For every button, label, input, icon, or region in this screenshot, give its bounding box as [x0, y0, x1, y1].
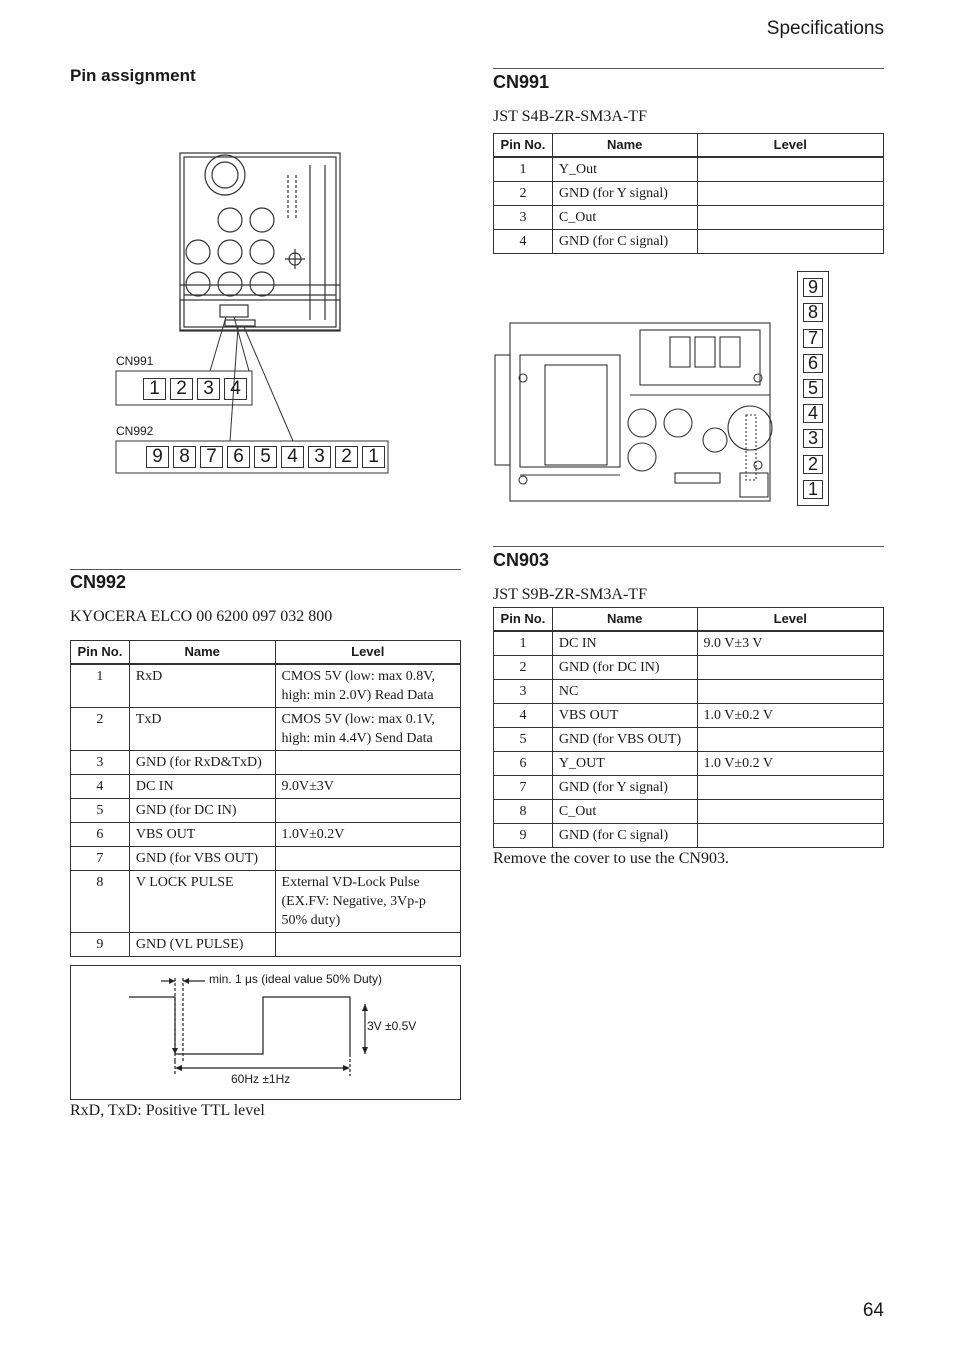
level-cell	[697, 229, 883, 253]
pin-number-box: 6	[227, 446, 250, 468]
pin-cell: 5	[71, 798, 130, 822]
pin-number-box: 1	[143, 378, 166, 400]
running-header: Specifications	[766, 18, 884, 39]
table-row	[71, 846, 461, 870]
table-row	[71, 774, 461, 798]
cn991-label: CN991	[116, 354, 154, 368]
camera-side-diagram	[490, 315, 790, 510]
pin-cell: 7	[71, 846, 130, 870]
pin-cell: 9	[494, 823, 553, 847]
pin-cell: 7	[494, 775, 553, 799]
cn903-pin-table	[493, 607, 884, 848]
pin-cell: 5	[494, 727, 553, 751]
name-cell: GND (for VBS OUT)	[129, 846, 275, 870]
level-cell	[697, 181, 883, 205]
pin-cell: 4	[494, 229, 553, 253]
pin-cell: 2	[494, 655, 553, 679]
name-cell: VBS OUT	[552, 703, 697, 727]
pin-cell: 1	[494, 631, 553, 656]
col-name: Name	[552, 608, 697, 631]
pin-number-box: 1	[362, 446, 385, 468]
pin-cell: 2	[494, 181, 553, 205]
cn992-title: CN992	[70, 572, 127, 592]
camera-back-diagram	[110, 145, 400, 475]
level-cell	[697, 679, 883, 703]
frequency-label: 60Hz ±1Hz	[231, 1072, 291, 1086]
vlock-timing-diagram	[70, 965, 461, 1100]
name-cell: VBS OUT	[129, 822, 275, 846]
cn903-rule	[493, 546, 884, 547]
pin-number-box: 5	[803, 379, 823, 398]
level-cell: 1.0 V±0.2 V	[697, 703, 883, 727]
col-name: Name	[552, 134, 697, 157]
table-row	[71, 870, 461, 932]
pin-cell: 9	[71, 932, 130, 956]
level-cell	[697, 823, 883, 847]
pin-number-box: 2	[803, 455, 823, 474]
name-cell: GND (for Y signal)	[552, 775, 697, 799]
cn903-vertical-pin-column	[797, 271, 829, 506]
name-cell: GND (for RxD&TxD)	[129, 750, 275, 774]
pin-number-box: 9	[146, 446, 169, 468]
name-cell: GND (VL PULSE)	[129, 932, 275, 956]
name-cell: TxD	[129, 707, 275, 750]
table-row	[494, 157, 884, 182]
cn992-rule	[70, 569, 461, 570]
pin-number-box: 2	[170, 378, 193, 400]
pin-number-box: 5	[254, 446, 277, 468]
level-cell	[275, 932, 460, 956]
cn991-rule	[493, 68, 884, 69]
pin-number-box: 7	[200, 446, 223, 468]
table-row	[494, 631, 884, 656]
level-cell	[697, 727, 883, 751]
table-row	[494, 727, 884, 751]
level-cell	[697, 775, 883, 799]
name-cell: GND (for Y signal)	[552, 181, 697, 205]
name-cell: GND (for DC IN)	[129, 798, 275, 822]
name-cell: DC IN	[129, 774, 275, 798]
table-row	[71, 750, 461, 774]
level-cell	[697, 799, 883, 823]
pin-number-box: 6	[803, 354, 823, 373]
cn992-label: CN992	[116, 424, 154, 438]
page-number: 64	[862, 1300, 884, 1321]
name-cell: GND (for DC IN)	[552, 655, 697, 679]
pin-number-box: 3	[197, 378, 220, 400]
pin-cell: 8	[71, 870, 130, 932]
pin-assignment-title: Pin assignment	[70, 66, 196, 85]
table-row	[494, 181, 884, 205]
col-pin-no: Pin No.	[494, 134, 553, 157]
pin-number-box: 9	[803, 278, 823, 297]
table-row	[494, 775, 884, 799]
pin-cell: 1	[71, 664, 130, 708]
table-row	[71, 932, 461, 956]
level-cell: 9.0V±3V	[275, 774, 460, 798]
table-row	[494, 655, 884, 679]
pin-cell: 4	[494, 703, 553, 727]
pin-number-box: 7	[803, 329, 823, 348]
name-cell: Y_OUT	[552, 751, 697, 775]
pin-number-box: 3	[803, 429, 823, 448]
pin-cell: 8	[494, 799, 553, 823]
min-pulse-label: min. 1 μs (ideal value 50% Duty)	[209, 972, 382, 986]
table-row	[71, 664, 461, 708]
pin-number-box: 8	[803, 303, 823, 322]
pin-cell: 3	[494, 679, 553, 703]
table-row	[71, 798, 461, 822]
pin-cell: 3	[494, 205, 553, 229]
col-level: Level	[697, 134, 883, 157]
cn903-title: CN903	[493, 550, 550, 570]
name-cell: GND (for VBS OUT)	[552, 727, 697, 751]
pin-number-box: 2	[335, 446, 358, 468]
table-row	[494, 751, 884, 775]
level-cell: CMOS 5V (low: max 0.8V, high: min 2.0V) Read Data	[275, 664, 460, 708]
table-row	[71, 707, 461, 750]
cn992-part-number: KYOCERA ELCO 00 6200 097 032 800	[70, 608, 333, 625]
level-cell	[697, 157, 883, 182]
cn991-pin-table	[493, 133, 884, 254]
table-row	[494, 703, 884, 727]
pin-number-box: 8	[173, 446, 196, 468]
table-row	[494, 799, 884, 823]
level-cell	[275, 846, 460, 870]
name-cell: DC IN	[552, 631, 697, 656]
level-cell: 1.0V±0.2V	[275, 822, 460, 846]
cn991-part-number: JST S4B-ZR-SM3A-TF	[493, 108, 647, 125]
cn991-pin-row	[143, 378, 247, 400]
level-cell	[697, 655, 883, 679]
level-cell: 9.0 V±3 V	[697, 631, 883, 656]
col-level: Level	[697, 608, 883, 631]
name-cell: C_Out	[552, 205, 697, 229]
table-row	[71, 822, 461, 846]
name-cell: V LOCK PULSE	[129, 870, 275, 932]
col-pin-no: Pin No.	[71, 641, 130, 664]
col-pin-no: Pin No.	[494, 608, 553, 631]
pin-number-box: 4	[281, 446, 304, 468]
cn991-title: CN991	[493, 72, 550, 92]
cn992-note: RxD, TxD: Positive TTL level	[70, 1102, 265, 1119]
cn903-note: Remove the cover to use the CN903.	[493, 850, 729, 867]
level-cell	[275, 798, 460, 822]
pin-number-box: 3	[308, 446, 331, 468]
pin-cell: 6	[494, 751, 553, 775]
table-row	[494, 229, 884, 253]
name-cell: RxD	[129, 664, 275, 708]
amplitude-label: 3V ±0.5V	[367, 1019, 417, 1033]
level-cell: External VD-Lock Pulse (EX.FV: Negative, 3Vp-p 50% duty)	[275, 870, 460, 932]
table-row	[494, 205, 884, 229]
pin-cell: 1	[494, 157, 553, 182]
name-cell: NC	[552, 679, 697, 703]
name-cell: GND (for C signal)	[552, 823, 697, 847]
col-name: Name	[129, 641, 275, 664]
col-level: Level	[275, 641, 460, 664]
level-cell: CMOS 5V (low: max 0.1V, high: min 4.4V) Send Data	[275, 707, 460, 750]
level-cell	[697, 205, 883, 229]
cn992-pin-row	[146, 446, 385, 468]
pin-cell: 4	[71, 774, 130, 798]
pin-number-box: 4	[224, 378, 247, 400]
pin-cell: 2	[71, 707, 130, 750]
table-row	[494, 679, 884, 703]
cn903-part-number: JST S9B-ZR-SM3A-TF	[493, 586, 647, 603]
level-cell	[275, 750, 460, 774]
name-cell: GND (for C signal)	[552, 229, 697, 253]
name-cell: Y_Out	[552, 157, 697, 182]
table-row	[494, 823, 884, 847]
pin-cell: 6	[71, 822, 130, 846]
level-cell: 1.0 V±0.2 V	[697, 751, 883, 775]
pin-number-box: 4	[803, 404, 823, 423]
cn992-pin-table	[70, 640, 461, 957]
pin-cell: 3	[71, 750, 130, 774]
name-cell: C_Out	[552, 799, 697, 823]
pin-number-box: 1	[803, 480, 823, 499]
